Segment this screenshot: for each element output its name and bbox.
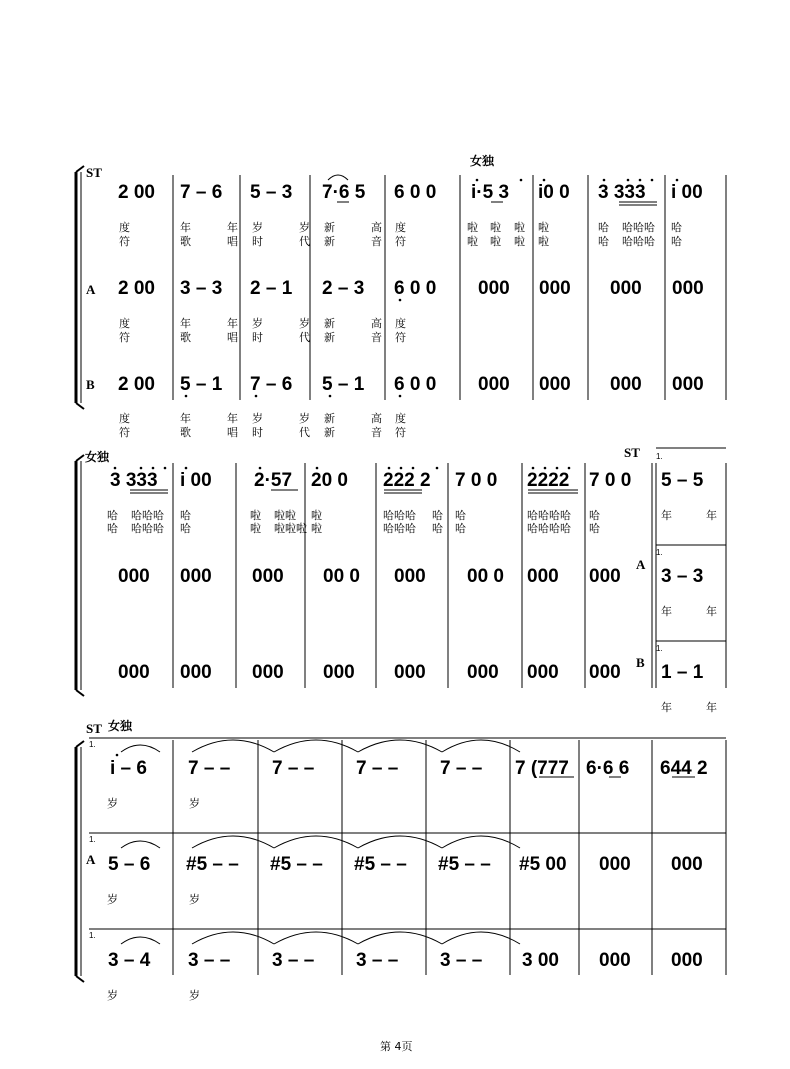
note-measure: #5 – –	[186, 854, 239, 875]
lyric: 年	[661, 701, 672, 714]
note-measure: 000	[323, 662, 355, 683]
lyric: 岁	[299, 221, 310, 234]
part-label-a: A	[636, 557, 646, 572]
lyric: 哈哈哈哈	[527, 522, 571, 535]
note-measure: 000	[671, 950, 703, 971]
lyric: 年	[180, 412, 191, 425]
note-measure: 644 2	[660, 758, 708, 779]
lyric: 岁	[299, 412, 310, 425]
lyric: 符	[395, 331, 406, 344]
lyric: 代	[299, 426, 310, 439]
note-measure: 2 00	[118, 374, 155, 395]
lyric: 度	[119, 412, 130, 425]
note-measure: 000	[671, 854, 703, 875]
lyric: 符	[119, 235, 130, 248]
lyric: 年	[180, 317, 191, 330]
lyric: 年	[180, 221, 191, 234]
note-measure: 3 – 3	[180, 278, 223, 299]
lyric: 新	[324, 235, 335, 248]
lyric: 岁	[189, 989, 200, 1002]
lyric: 啦	[311, 522, 322, 535]
lyric: 代	[299, 235, 310, 248]
note-measure: 5 – 5	[661, 470, 704, 491]
note-measure: 7 0 0	[455, 470, 498, 491]
volta-label: 1.	[89, 740, 96, 749]
part-label-st: ST	[86, 165, 102, 180]
note-measure: 00 0	[323, 566, 360, 587]
lyric: 时	[252, 426, 263, 439]
lyric: 年	[706, 509, 717, 522]
lyric: 岁	[299, 317, 310, 330]
page-number: 第 4页	[380, 1040, 413, 1053]
lyric: 哈	[671, 235, 682, 248]
system2-bracket	[76, 455, 84, 696]
lyric: 度	[119, 221, 130, 234]
note-measure: 000	[180, 662, 212, 683]
part-label-b: B	[636, 655, 645, 670]
lyric: 岁	[189, 797, 200, 810]
note-measure: 3 00	[522, 950, 559, 971]
lyric: 新	[324, 412, 335, 425]
lyric: 音	[371, 331, 382, 344]
lyric: 代	[299, 331, 310, 344]
note-measure: 2 – 1	[250, 278, 293, 299]
lyric: 岁	[107, 893, 118, 906]
lyric: 新	[324, 221, 335, 234]
lyric: 歌	[180, 426, 191, 439]
note-measure: 3 – –	[188, 950, 231, 971]
solo-marker: 女独	[108, 719, 133, 733]
lyric: 哈	[432, 509, 443, 522]
note-measure: 7 0 0	[589, 470, 632, 491]
note-measure: 2 00	[118, 278, 155, 299]
note-measure: 2·57	[254, 470, 293, 491]
note-measure: 3 333	[110, 470, 158, 491]
note-measure: 000	[672, 278, 704, 299]
lyric: 唱	[227, 235, 238, 248]
note-measure: #5 – –	[438, 854, 491, 875]
lyric: 啦	[514, 235, 525, 248]
lyric: 年	[227, 412, 238, 425]
note-measure: 000	[118, 566, 150, 587]
note-measure: 00 0	[467, 566, 504, 587]
lyric: 岁	[107, 989, 118, 1002]
lyric: 歌	[180, 235, 191, 248]
note-measure: 000	[610, 374, 642, 395]
note-measure: 222 2	[383, 470, 431, 491]
note-measure: 000	[394, 566, 426, 587]
lyric: 年	[706, 701, 717, 714]
volta-label: 1.	[89, 835, 96, 844]
lyric: 符	[395, 426, 406, 439]
lyric: 新	[324, 317, 335, 330]
note-measure: 7 – –	[356, 758, 399, 779]
note-measure: 5 – 1	[180, 374, 223, 395]
note-measure: 2 – 3	[322, 278, 365, 299]
part-label-b: B	[86, 377, 95, 392]
note-measure: 6·6 6	[586, 758, 630, 779]
lyric: 哈哈哈	[131, 509, 164, 522]
note-measure: 1 – 1	[661, 662, 704, 683]
note-measure: 3 – 3	[661, 566, 704, 587]
note-measure: 000	[672, 374, 704, 395]
note-measure: 000	[599, 854, 631, 875]
note-measure: 3 – –	[272, 950, 315, 971]
solo-marker: 女独	[470, 154, 495, 168]
lyric: 度	[395, 317, 406, 330]
lyric: 新	[324, 426, 335, 439]
note-measure: i – 6	[110, 758, 147, 779]
lyric: 唱	[227, 331, 238, 344]
volta-label: 1.	[656, 548, 663, 557]
system1-bracket	[76, 166, 84, 409]
lyric: 哈	[180, 522, 191, 535]
note-measure: 7 – 6	[250, 374, 293, 395]
lyric: 岁	[189, 893, 200, 906]
lyric: 音	[371, 235, 382, 248]
note-measure: 000	[539, 374, 571, 395]
note-measure: 7 (777	[515, 758, 569, 779]
note-measure: 000	[539, 278, 571, 299]
note-measure: i 00	[180, 470, 212, 491]
lyric: 歌	[180, 331, 191, 344]
lyric: 哈	[598, 235, 609, 248]
note-measure: 000	[589, 662, 621, 683]
note-measure: 000	[180, 566, 212, 587]
lyric: 新	[324, 331, 335, 344]
lyric: 哈	[180, 509, 191, 522]
note-measure: #5 00	[519, 854, 567, 875]
note-measure: #5 – –	[354, 854, 407, 875]
lyric: 年	[706, 605, 717, 618]
lyric: 哈	[432, 522, 443, 535]
lyric: 哈哈哈	[622, 221, 655, 234]
solo-marker: 女独	[85, 450, 110, 464]
lyric: 哈哈哈	[383, 509, 416, 522]
note-measure: 2 00	[118, 182, 155, 203]
part-label-a: A	[86, 282, 96, 297]
note-measure: 000	[599, 950, 631, 971]
lyric: 哈哈哈哈	[527, 509, 571, 522]
note-measure: i 00	[671, 182, 703, 203]
lyric: 度	[395, 221, 406, 234]
note-measure: 3 333	[598, 182, 646, 203]
note-measure: 20 0	[311, 470, 348, 491]
lyric: 岁	[107, 797, 118, 810]
lyric: 哈	[455, 509, 466, 522]
lyric: 唱	[227, 426, 238, 439]
lyric: 啦	[490, 221, 501, 234]
lyric: 岁	[252, 412, 263, 425]
lyric: 年	[227, 221, 238, 234]
lyric: 啦	[538, 221, 549, 234]
note-measure: 000	[394, 662, 426, 683]
lyric: 高	[371, 221, 382, 234]
lyric: 啦	[490, 235, 501, 248]
lyric: 岁	[252, 221, 263, 234]
note-measure: 000	[252, 566, 284, 587]
volta-label: 1.	[89, 931, 96, 940]
note-measure: 7·6 5	[322, 182, 366, 203]
lyric: 年	[661, 605, 672, 618]
note-measure: 3 – –	[356, 950, 399, 971]
lyric: 时	[252, 235, 263, 248]
note-measure: 6 0 0	[394, 182, 437, 203]
lyric: 符	[119, 331, 130, 344]
lyric: 哈	[671, 221, 682, 234]
note-measure: 7 – –	[440, 758, 483, 779]
volta-label: 1.	[656, 644, 663, 653]
lyric: 时	[252, 331, 263, 344]
lyric: 哈哈哈	[383, 522, 416, 535]
lyric: 啦	[250, 522, 261, 535]
lyric: 啦	[467, 221, 478, 234]
lyric: 高	[371, 412, 382, 425]
lyric: 啦	[311, 509, 322, 522]
lyric: 哈	[107, 509, 118, 522]
lyric: 啦	[250, 509, 261, 522]
lyric: 啦	[538, 235, 549, 248]
note-measure: 000	[478, 374, 510, 395]
note-measure: 6 0 0	[394, 374, 437, 395]
lyric: 哈哈哈	[622, 235, 655, 248]
note-measure: 000	[527, 662, 559, 683]
note-measure: i·5 3	[471, 182, 510, 203]
lyric: 哈	[589, 509, 600, 522]
note-measure: 000	[527, 566, 559, 587]
lyric: 啦	[467, 235, 478, 248]
lyric: 岁	[252, 317, 263, 330]
note-measure: 5 – 6	[108, 854, 151, 875]
note-measure: 000	[589, 566, 621, 587]
note-measure: 000	[467, 662, 499, 683]
note-measure: 000	[252, 662, 284, 683]
note-measure: 7 – –	[188, 758, 231, 779]
lyric: 度	[119, 317, 130, 330]
lyric: 哈	[455, 522, 466, 535]
note-measure: #5 – –	[270, 854, 323, 875]
lyric: 啦	[514, 221, 525, 234]
note-measure: 000	[610, 278, 642, 299]
note-measure: 2222	[527, 470, 570, 491]
lyric: 哈	[598, 221, 609, 234]
part-label-st: ST	[624, 445, 640, 460]
note-measure: 3 – –	[440, 950, 483, 971]
lyric: 哈	[107, 522, 118, 535]
note-measure: 5 – 1	[322, 374, 365, 395]
lyric: 音	[371, 426, 382, 439]
note-measure: 5 – 3	[250, 182, 293, 203]
volta-label: 1.	[656, 452, 663, 461]
note-measure: 7 – –	[272, 758, 315, 779]
lyric: 符	[395, 235, 406, 248]
note-measure: 000	[118, 662, 150, 683]
part-label-st: ST	[86, 721, 102, 736]
note-measure: 3 – 4	[108, 950, 151, 971]
part-label-a: A	[86, 852, 96, 867]
lyric: 高	[371, 317, 382, 330]
lyric: 符	[119, 426, 130, 439]
system3-bracket	[76, 741, 84, 982]
lyric: 年	[661, 509, 672, 522]
lyric: 啦啦啦	[274, 522, 307, 535]
lyric: 哈哈哈	[131, 522, 164, 535]
lyric: 哈	[589, 522, 600, 535]
lyric: 年	[227, 317, 238, 330]
lyric: 啦啦	[274, 509, 296, 522]
note-measure: 7 – 6	[180, 182, 223, 203]
lyric: 度	[395, 412, 406, 425]
note-measure: 000	[478, 278, 510, 299]
note-measure: 6 0 0	[394, 278, 437, 299]
note-measure: i0 0	[538, 182, 570, 203]
